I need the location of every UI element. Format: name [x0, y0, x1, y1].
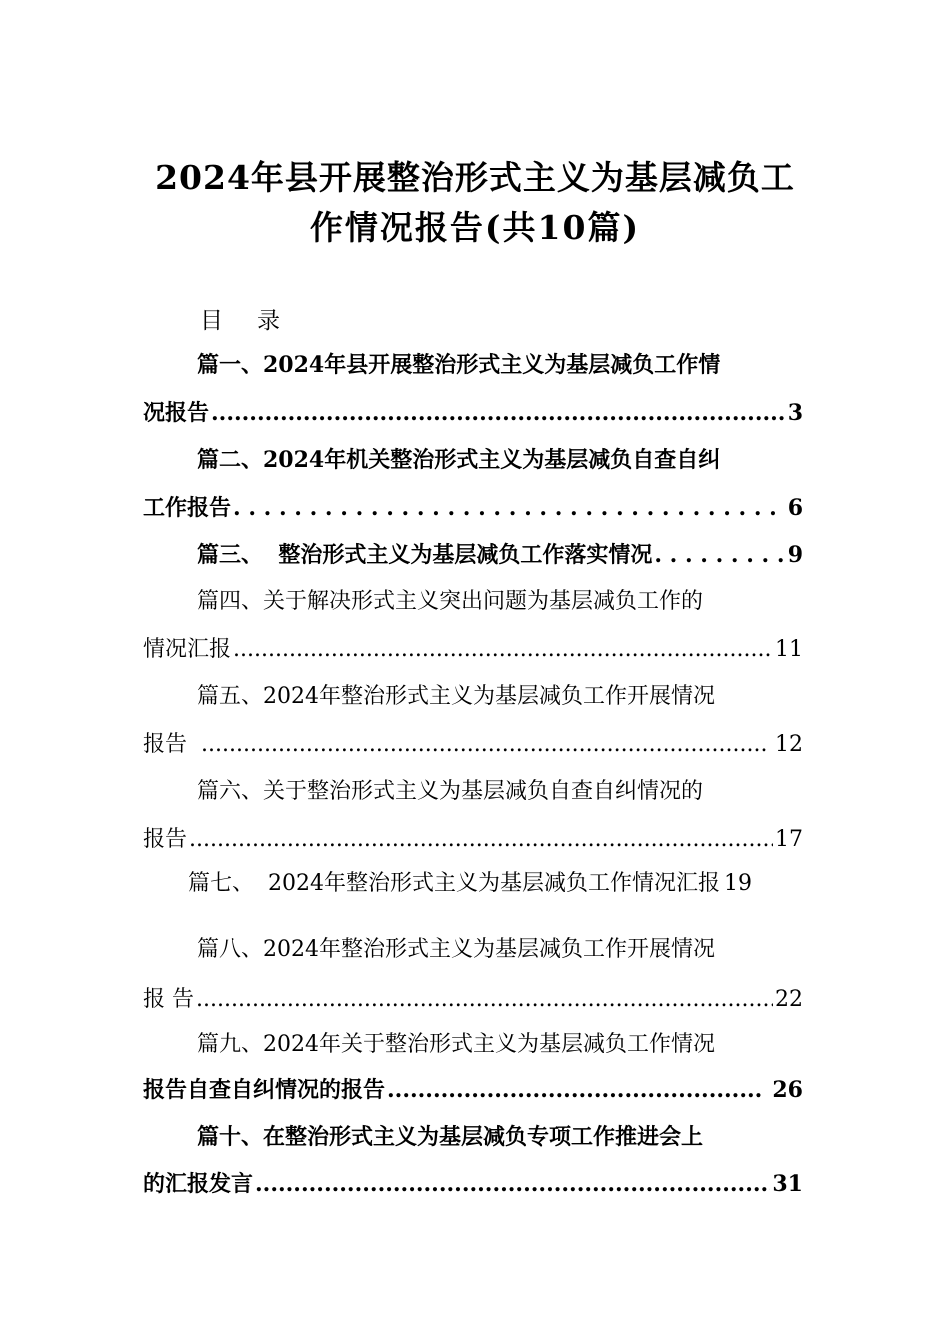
toc-entry-1-continuation[interactable] — [143, 396, 803, 427]
toc-entry-7[interactable] — [188, 866, 828, 897]
dot-leader — [654, 542, 785, 568]
toc-entry-6-continuation[interactable] — [143, 822, 803, 853]
toc-entry-5-title-cont: 报告 — [143, 732, 188, 757]
toc-entry-6-title-cont: 报告 — [143, 827, 188, 852]
toc-entry-5-title[interactable]: 篇五、2024年整治形式主义为基层减负工作开展情况 — [197, 684, 715, 709]
toc-heading-char-2: 录 — [257, 308, 280, 334]
toc-entry-4-continuation[interactable] — [143, 632, 803, 663]
toc-entry-5-page: 12 — [775, 732, 803, 757]
title-line-1: 2024年县开展整治形式主义为基层减负工 — [155, 158, 795, 197]
toc-entry-4-title-cont: 情况汇报 — [143, 637, 232, 662]
toc-entry-9-title-cont: 报告自查自纠情况的报告 — [143, 1077, 386, 1103]
dot-leader — [233, 495, 786, 521]
title-line-2: 作情况报告(共10篇) — [309, 208, 641, 247]
dot-leader — [201, 732, 767, 757]
toc-entry-10-title[interactable]: 篇十、在整治形式主义为基层减负专项工作推进会上 — [197, 1124, 704, 1150]
toc-entry-7-page: 19 — [723, 871, 752, 896]
toc-entry-4-title[interactable]: 篇四、关于解决形式主义突出问题为基层减负工作的 — [197, 589, 704, 614]
toc-entry-8-title[interactable]: 篇八、2024年整治形式主义为基层减负工作开展情况 — [197, 937, 715, 962]
dot-leader — [196, 987, 773, 1012]
toc-entry-3-page: 9 — [787, 542, 803, 568]
toc-entry-10-page: 31 — [772, 1171, 803, 1197]
toc-entry-4-page: 11 — [775, 637, 803, 662]
dot-leader — [255, 1171, 770, 1197]
toc-entry-3-title: 篇三、 整治形式主义为基层减负工作落实情况 — [197, 542, 653, 568]
toc-entry-8-page: 22 — [775, 987, 803, 1012]
dot-leader — [387, 1077, 764, 1103]
toc-entry-7-title: 篇七、 2024年整治形式主义为基层减负工作情况汇报 — [188, 871, 720, 896]
dot-leader — [189, 827, 773, 852]
toc-entry-2-title[interactable]: 篇二、2024年机关整治形式主义为基层减负自查自纠 — [197, 447, 721, 473]
toc-entry-1-title-cont: 况报告 — [143, 400, 210, 426]
toc-entry-3[interactable] — [197, 538, 803, 569]
toc-entry-6-page: 17 — [775, 827, 803, 852]
toc-entry-10-continuation[interactable] — [143, 1167, 803, 1198]
toc-entry-1-page: 3 — [787, 400, 803, 426]
toc-heading — [200, 302, 280, 335]
toc-entry-1-title[interactable]: 篇一、2024年县开展整治形式主义为基层减负工作情 — [197, 352, 721, 378]
toc-entry-8-continuation[interactable] — [143, 982, 803, 1013]
toc-entry-9-continuation[interactable] — [143, 1073, 803, 1104]
toc-entry-8-title-cont: 报 告 — [143, 987, 194, 1012]
dot-leader — [211, 400, 786, 426]
toc-entry-9-title[interactable]: 篇九、2024年关于整治形式主义为基层减负工作情况 — [197, 1032, 715, 1057]
toc-entry-2-title-cont: 工作报告 — [143, 495, 232, 521]
toc-entry-2-continuation[interactable] — [143, 491, 803, 522]
toc-entry-9-page: 26 — [772, 1077, 803, 1103]
toc-entry-5-continuation[interactable] — [143, 727, 803, 758]
toc-entry-2-page: 6 — [787, 495, 803, 521]
toc-heading-char-1: 目 — [200, 308, 223, 334]
toc-entry-10-title-cont: 的汇报发言 — [143, 1171, 254, 1197]
toc-entry-6-title[interactable]: 篇六、关于整治形式主义为基层减负自查自纠情况的 — [197, 779, 704, 804]
dot-leader — [233, 637, 773, 662]
